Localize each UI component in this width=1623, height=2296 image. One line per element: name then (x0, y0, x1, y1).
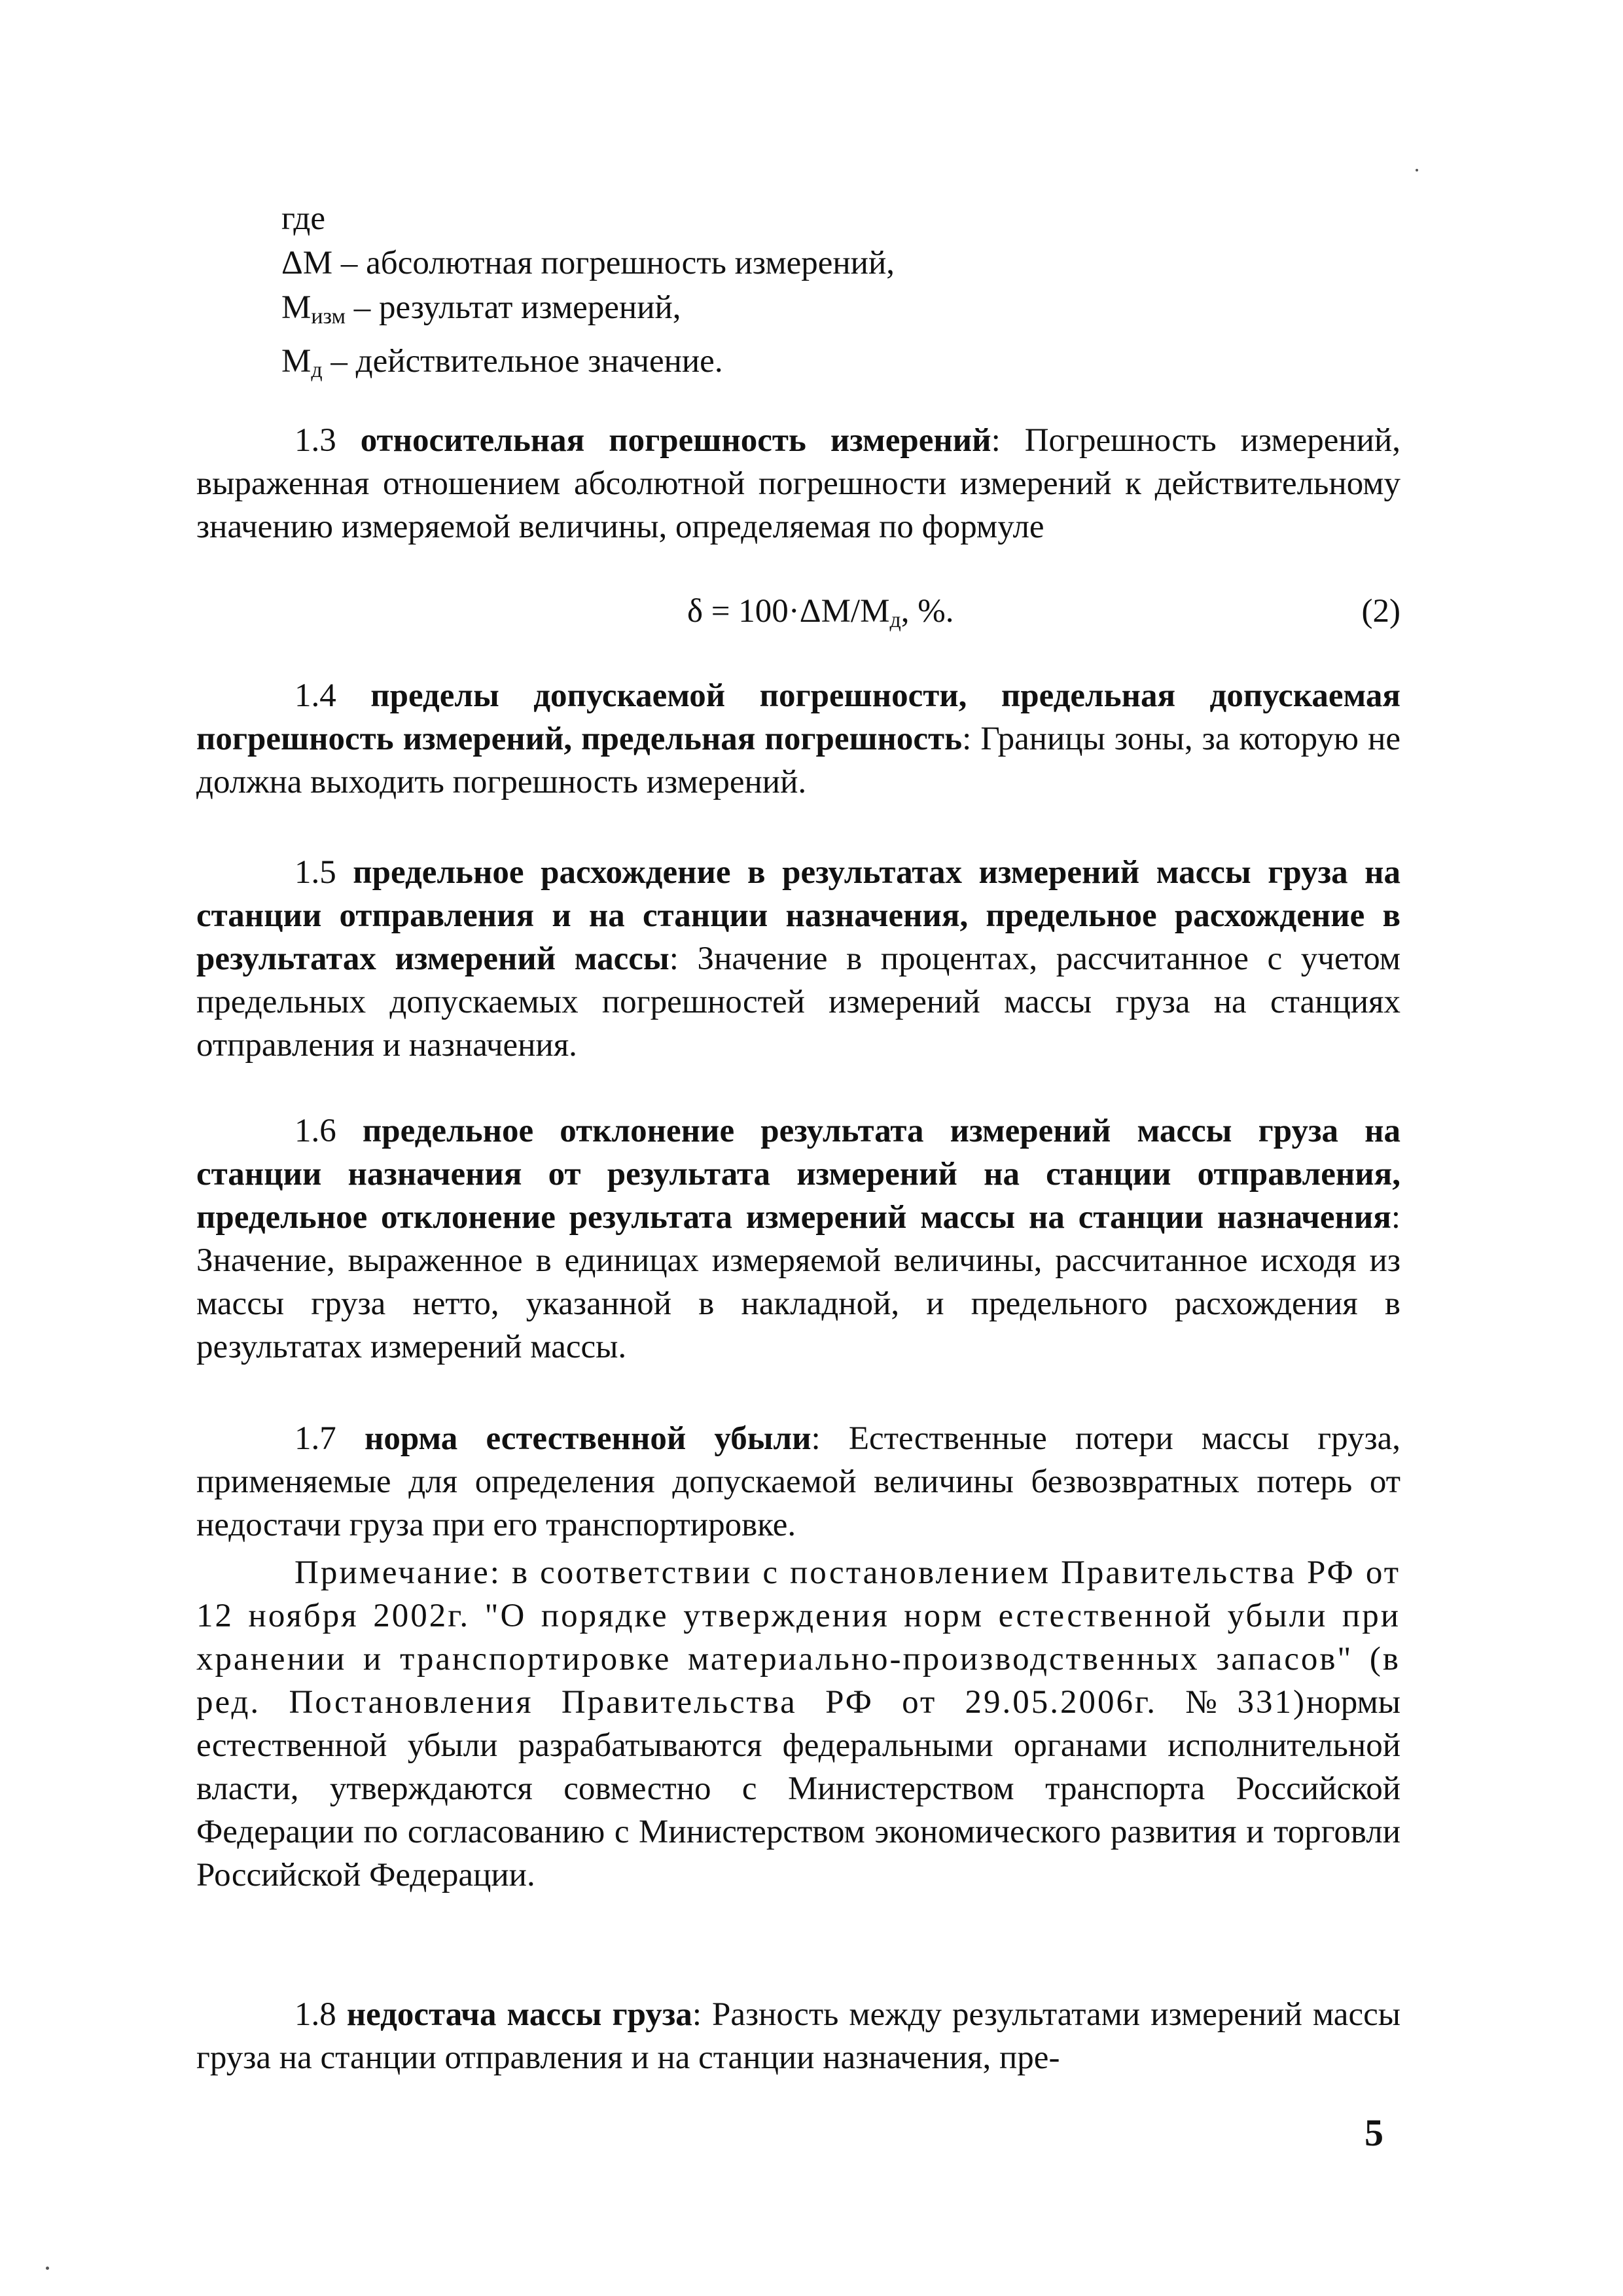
section-number: 1.7 (294, 1420, 365, 1457)
note-part-spaced: Примечание: в соответствии с постановлением Правительства РФ от 12 ноября 2002г. "О порядке утверждения норм естественной убыли при хранении и транспортировке материально-производственных запасов" (в ред. Постановления Правительства РФ от 29.05.2006г. №331) (196, 1554, 1400, 1721)
page-number: 5 (1364, 2111, 1383, 2154)
section-body: : Разность между результатами измерений массы груза на станции отправления и на станции назначения, пре- (196, 1996, 1400, 2076)
section-term: пределы допускаемой погрешности, предельная допускаемая погрешность измерений, предельная погрешность (196, 677, 1401, 757)
section-body: : Естественные потери массы груза, применяемые для определения допускаемой величины безвозвратных потерь от недостачи груза при его транспортировке. (196, 1420, 1400, 1543)
formula-end: , %. (901, 593, 954, 630)
section-1-7 (196, 1417, 1400, 1547)
section-1-6 (196, 1109, 1400, 1369)
section-number: 1.3 (294, 422, 361, 459)
scan-speck (46, 2267, 49, 2270)
section-body: : Значение в процентах, рассчитанное с учетом предельных допускаемых погрешностей измерений массы груза на станциях отправления и назначения. (196, 941, 1400, 1064)
section-1-5 (196, 851, 1400, 1067)
section-1-4 (196, 674, 1400, 804)
section-body: : Значение, выраженное в единицах измеряемой величины, рассчитанное исходя из массы груза нетто, указанной в накладной, и предельного расхождения в результатах измерений массы. (196, 1199, 1400, 1365)
section-number: 1.6 (294, 1113, 363, 1149)
formula-number: (2) (1361, 593, 1400, 630)
section-term: относительная погрешность измерений (360, 422, 991, 459)
m-d-definition (281, 339, 1329, 393)
m-d-description: – действительное значение. (322, 343, 723, 380)
m-izm-symbol: М (281, 289, 312, 326)
m-izm-description: – результат измерений, (346, 289, 681, 326)
section-number: 1.4 (294, 677, 371, 714)
section-number: 1.8 (294, 1996, 347, 2033)
note-paragraph (196, 1551, 1400, 1897)
delta-m-definition: ΔМ – абсолютная погрешность измерений, (281, 245, 895, 281)
scan-speck (1416, 169, 1418, 171)
section-body: : Границы зоны, за которую не должна выходить погрешность измерений. (196, 721, 1400, 800)
m-izm-definition (281, 285, 1329, 339)
section-number: 1.5 (294, 854, 353, 891)
formula-main: δ = 100·ΔМ/М (687, 593, 890, 630)
where-label: где (281, 200, 325, 237)
section-1-3 (196, 419, 1400, 548)
section-term: предельное расхождение в результатах измерений массы груза на станции отправления и на станции назначения, предельное расхождение в результатах измерений массы (196, 854, 1401, 977)
formula-expression (687, 592, 954, 633)
m-izm-subscript: изм (311, 304, 346, 329)
section-term: недостача массы груза (346, 1996, 692, 2033)
formula-2 (196, 592, 1400, 638)
section-term: норма естественной убыли (364, 1420, 812, 1457)
formula-subscript: д (889, 608, 901, 632)
m-d-symbol: М (281, 343, 312, 380)
section-term: предельное отклонение результата измерений массы груза на станции назначения от результата измерений на станции отправления, предельное отклонение результата измерений массы на станции назначения (196, 1113, 1400, 1236)
m-d-subscript: д (311, 358, 323, 382)
section-1-8 (196, 1993, 1400, 2079)
definitions-list (281, 196, 1329, 393)
section-body: : Погрешность измерений, выраженная отношением абсолютной погрешности измерений к действительному значению измеряемой величины, определяемая по формуле (196, 422, 1400, 545)
note-part-regular: нормы естественной убыли разрабатываются федеральными органами исполнительной власти, утверждаются совместно с Министерством транспорта Российской Федерации по согласованию с Министерством экономического развития и торговли Российской Федерации. (196, 1684, 1400, 1893)
